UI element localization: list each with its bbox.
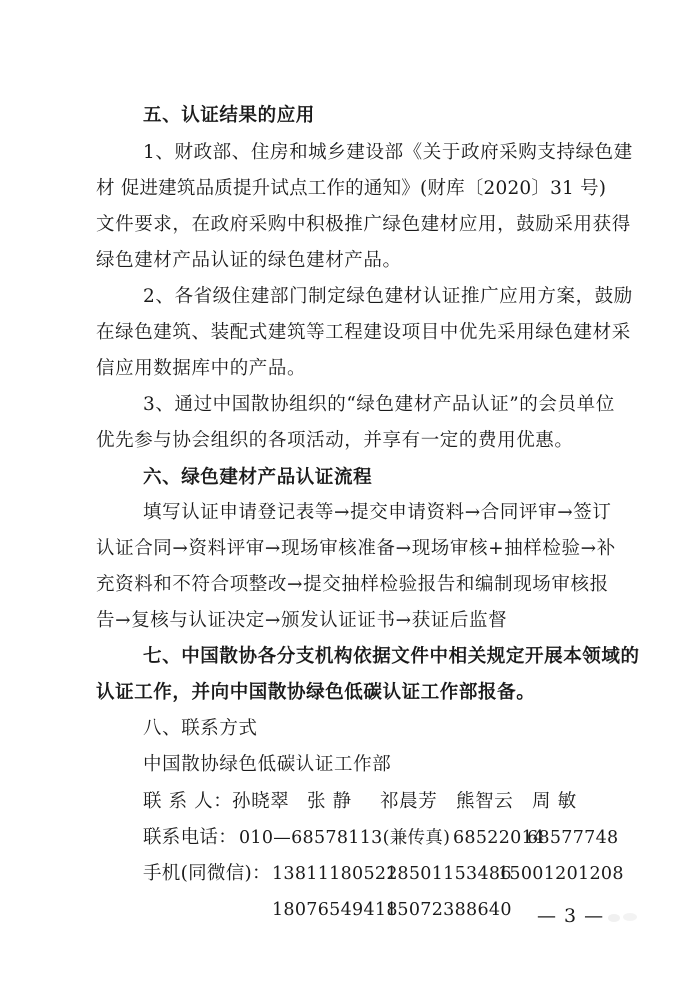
s6-line2: 认证合同→资料评审→现场审核准备→现场审核+抽样检验→补	[96, 538, 616, 559]
s5-item2-line3: 信应用数据库中的产品。	[96, 358, 307, 379]
mobile-number: 18501153486	[386, 864, 512, 884]
s5-item1-line1: 1、财政部、住房和城乡建设部《关于政府采购支持绿色建	[143, 142, 633, 163]
contact-name: 祁晨芳	[380, 791, 438, 812]
mobile-number: 15072388640	[386, 900, 512, 920]
s5-item2-line2: 在绿色建筑、装配式建筑等工程建设项目中优先采用绿色建材采	[96, 322, 631, 343]
section-7-line2: 认证工作，并向中国散协绿色低碳认证工作部报备。	[96, 682, 536, 703]
s5-item3-line2: 优先参与协会组织的各项活动，并享有一定的费用优惠。	[96, 430, 574, 451]
section-8-heading: 八、联系方式	[143, 718, 258, 739]
page-number: — 3 —	[537, 905, 605, 927]
phone-main: 010—68578113(兼传真)	[239, 828, 451, 848]
contact-name: 周 敏	[532, 791, 577, 812]
s5-item3-line1: 3、通过中国散协组织的“绿色建材产品认证”的会员单位	[143, 394, 615, 415]
mobile-number: 15001201208	[498, 864, 624, 884]
contact-name: 熊智云	[456, 791, 514, 812]
mobile-number: 18076549418	[272, 900, 398, 920]
s6-line3: 充资料和不符合项整改→提交抽样检验报告和编制现场审核报	[96, 574, 609, 595]
phone-label: 联系电话：	[143, 827, 238, 848]
mobile-number: 13811180522	[272, 864, 398, 884]
s6-line4: 告→复核与认证决定→颁发认证证书→获证后监督	[96, 610, 508, 631]
section-7-line1: 七、中国散协各分支机构依据文件中相关规定开展本领域的	[143, 646, 640, 667]
contacts-label: 联 系 人：	[143, 791, 233, 812]
s6-line1: 填写认证申请登记表等→提交申请资料→合同评审→签订	[143, 502, 612, 523]
section-5-heading: 五、认证结果的应用	[143, 105, 315, 126]
phone-number: 68577748	[527, 828, 619, 848]
s5-item1-line3: 文件要求，在政府采购中积极推广绿色建材应用，鼓励采用获得	[96, 214, 631, 235]
scan-smudge-icon	[604, 906, 644, 928]
contact-name: 孙晓翠	[232, 791, 290, 812]
phone-number: 68522014	[453, 828, 545, 848]
s5-item2-line1: 2、各省级住建部门制定绿色建材认证推广应用方案，鼓励	[143, 286, 633, 307]
contact-department: 中国散协绿色低碳认证工作部	[143, 754, 392, 775]
s5-item1-line2: 材 促进建筑品质提升试点工作的通知》(财库〔2020〕31 号)	[96, 178, 607, 199]
section-6-heading: 六、绿色建材产品认证流程	[143, 467, 373, 488]
contact-name: 张 静	[307, 791, 352, 812]
s5-item1-line4: 绿色建材产品认证的绿色建材产品。	[96, 250, 402, 271]
mobile-label: 手机(同微信)：	[143, 863, 271, 884]
